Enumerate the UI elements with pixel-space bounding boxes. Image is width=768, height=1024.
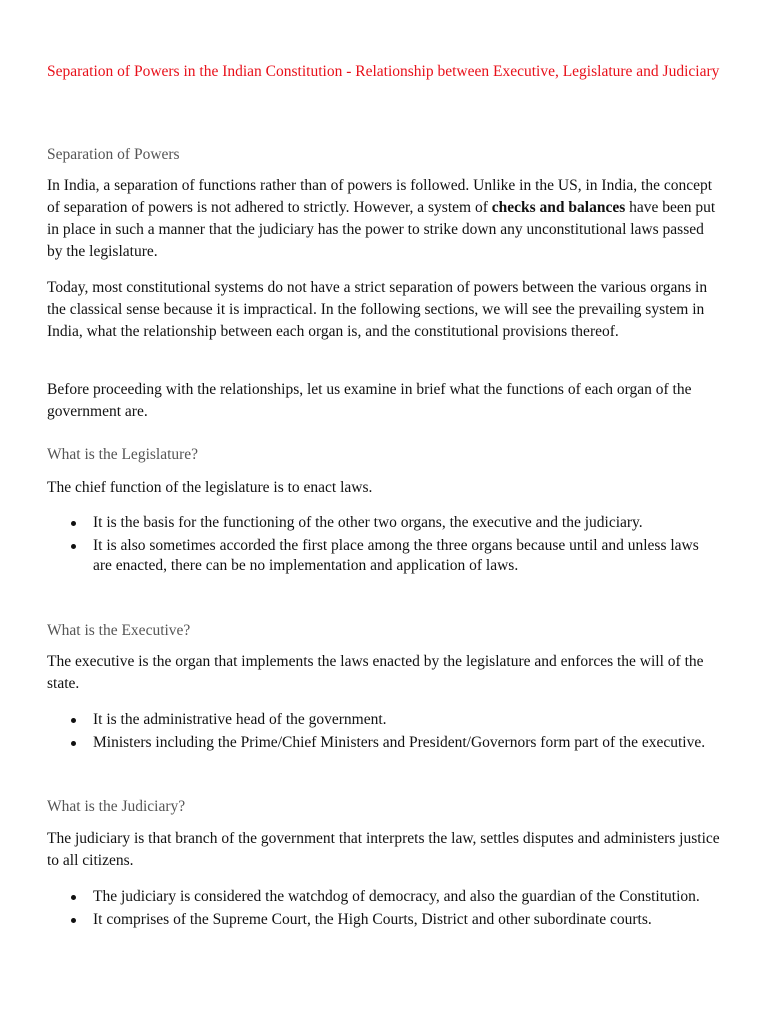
- list-item: [47, 710, 713, 730]
- list-item-text: Ministers including the Prime/Chief Ministers and President/Governors form part of the executive.: [93, 734, 706, 751]
- document-title: Separation of Powers in the Indian Constitution - Relationship between Executive, Legislature and Judiciary: [47, 63, 720, 80]
- paragraph-before-proceeding: Before proceeding with the relationships, let us examine in brief what the functions of each organ of the government are.: [47, 381, 692, 420]
- heading-judiciary: What is the Judiciary?: [47, 798, 186, 815]
- list-item-text: It comprises of the Supreme Court, the High Courts, District and other subordinate courts.: [93, 911, 652, 928]
- paragraph-judiciary-intro: The judiciary is that branch of the government that interprets the law, settles disputes and administers justice to all citizens.: [47, 830, 720, 869]
- judiciary-bullet-list: [47, 887, 727, 933]
- heading-executive: What is the Executive?: [47, 622, 191, 639]
- list-item-text: The judiciary is considered the watchdog of democracy, and also the guardian of the Constitution.: [93, 888, 700, 905]
- paragraph-separation-intro-end: have been put in place in such a manner that the judiciary has the power to strike down any unconstitutional laws passed by the legislature.: [47, 199, 716, 260]
- paragraph-constitutional-systems: Today, most constitutional systems do not have a strict separation of powers between the various organs in the classical sense because it is impractical. In the following sections, we will see the prevailing system in India, what the relationship between each organ is, and the constitutional provisions thereof.: [47, 279, 708, 340]
- bullet-icon: [71, 521, 76, 526]
- list-item: [47, 910, 713, 930]
- bullet-icon: [71, 895, 76, 900]
- list-item-text: It is the basis for the functioning of the other two organs, the executive and the judiciary.: [93, 514, 643, 531]
- list-item: [47, 733, 713, 753]
- legislature-bullet-list: [47, 513, 727, 579]
- list-item-text: It is the administrative head of the government.: [93, 711, 387, 728]
- executive-bullet-list: [47, 710, 727, 756]
- bullet-icon: [71, 544, 76, 549]
- list-item: [47, 536, 713, 576]
- list-item: [47, 513, 713, 533]
- checks-and-balances-term: checks and balances: [491, 199, 626, 216]
- paragraph-separation-intro: [47, 175, 722, 263]
- bullet-icon: [71, 741, 76, 746]
- list-item: [47, 887, 713, 907]
- heading-legislature: What is the Legislature?: [47, 446, 199, 463]
- paragraph-executive-intro: The executive is the organ that implements the laws enacted by the legislature and enforces the will of the state.: [47, 653, 704, 692]
- paragraph-separation-intro-start: In India, a separation of functions rather than of powers is followed. Unlike in the US, in India, the concept of separation of powers is not adhered to strictly. However, a system of: [47, 177, 713, 216]
- list-item-text: It is also sometimes accorded the first place among the three organs because until and unless laws are enacted, there can be no implementation and application of laws.: [93, 537, 699, 574]
- bullet-icon: [71, 918, 76, 923]
- bullet-icon: [71, 718, 76, 723]
- paragraph-legislature-intro: The chief function of the legislature is to enact laws.: [47, 479, 373, 496]
- heading-separation-of-powers: Separation of Powers: [47, 146, 180, 163]
